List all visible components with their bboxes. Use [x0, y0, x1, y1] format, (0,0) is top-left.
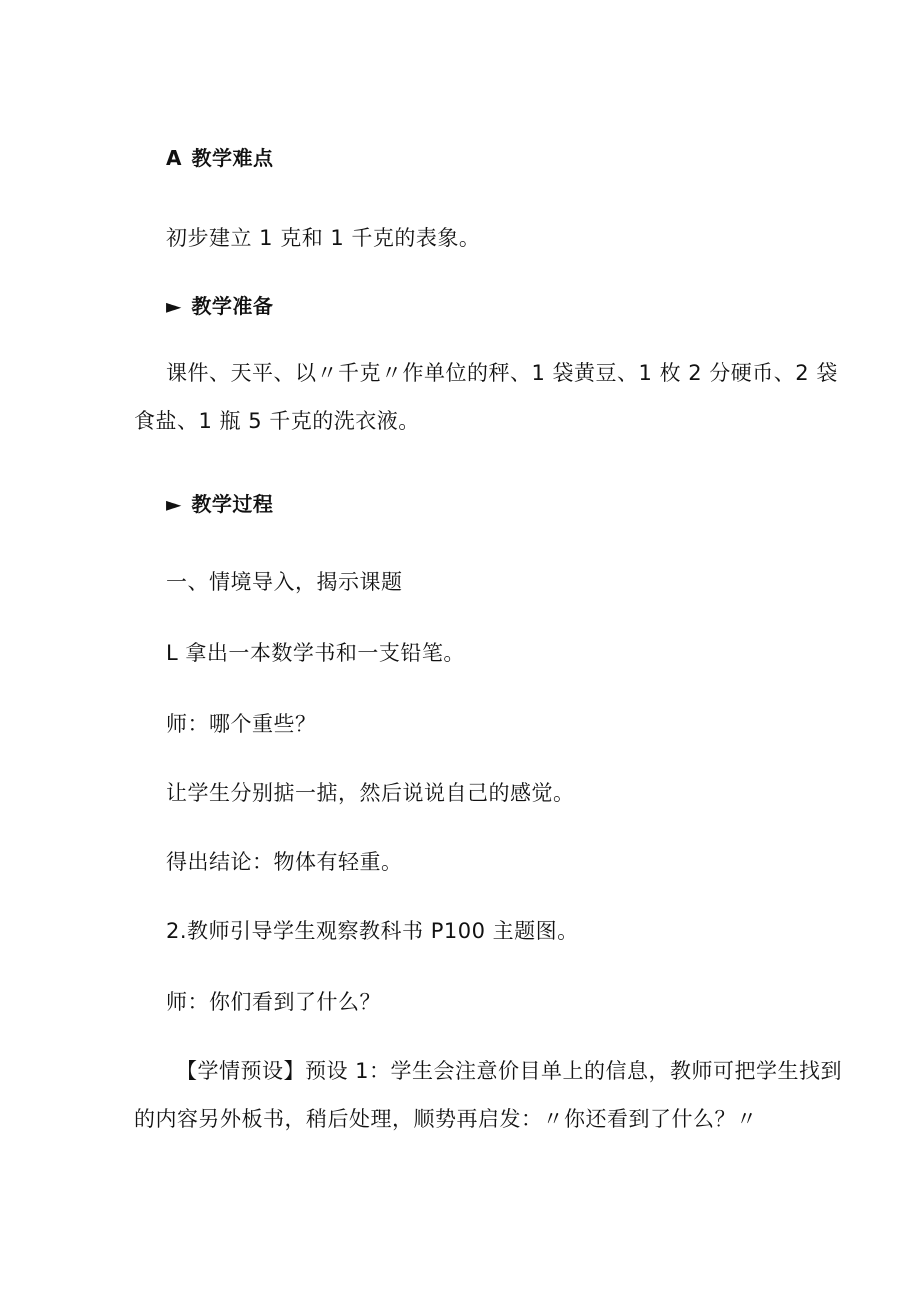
triangle-bullet-icon: ►: [166, 294, 182, 318]
preset-text-line-1: 【学情预设】预设 1：学生会注意价目单上的信息，教师可把学生找到: [176, 1059, 843, 1083]
section-marker: A: [166, 146, 182, 170]
step-1-text: L 拿出一本数学书和一支铅笔。: [166, 641, 465, 665]
heading-title: 教学准备: [191, 294, 274, 318]
section-1-title: 一、情境导入，揭示课题: [166, 570, 403, 594]
heading-teaching-difficulty: [166, 144, 273, 172]
heading-teaching-process: [166, 490, 273, 518]
step-2-text: 2.教师引导学生观察教科书 P100 主题图。: [166, 919, 579, 943]
preparation-text-line-2: 食盐、1 瓶 5 千克的洗衣液。: [134, 409, 420, 433]
heading-teaching-preparation: [166, 292, 273, 320]
conclusion-text: 得出结论：物体有轻重。: [166, 850, 403, 874]
teacher-question-1: 师：哪个重些？: [166, 712, 317, 736]
triangle-bullet-icon: ►: [166, 492, 182, 516]
preparation-text-line-1: 课件、天平、以〃千克〃作单位的秤、1 袋黄豆、1 枚 2 分硬币、2 袋: [166, 361, 838, 385]
preset-text-line-2: 的内容另外板书，稍后处理，顺势再启发：〃你还看到了什么？〃: [134, 1107, 758, 1131]
student-action-text: 让学生分别掂一掂，然后说说自己的感觉。: [166, 781, 575, 805]
difficulty-text: 初步建立 1 克和 1 千克的表象。: [166, 226, 481, 250]
heading-title: 教学过程: [191, 492, 274, 516]
heading-title: 教学难点: [191, 146, 274, 170]
teacher-question-2: 师：你们看到了什么？: [166, 990, 381, 1014]
